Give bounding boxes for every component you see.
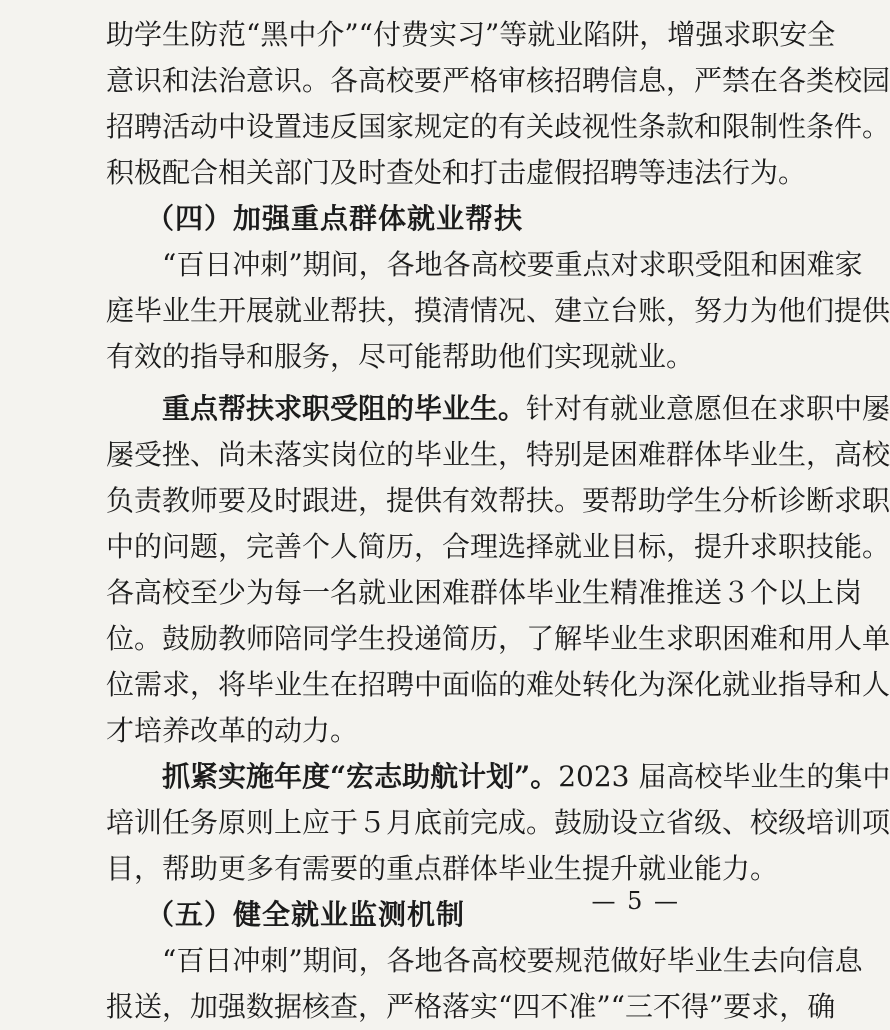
text-line: 目，帮助更多有需要的重点群体毕业生提升就业能力。 bbox=[106, 852, 779, 885]
text-line: “百日冲刺”期间，各地各高校要重点对求职受阻和困难家 bbox=[162, 248, 863, 281]
text-line: 助学生防范“黑中介”“付费实习”等就业陷阱，增强求职安全 bbox=[106, 18, 836, 51]
paragraph-3 bbox=[106, 386, 890, 754]
text-line: 位需求，将毕业生在招聘中面临的难处转化为深化就业指导和人 bbox=[106, 668, 890, 701]
paragraph-5 bbox=[106, 938, 863, 1030]
text-line: 招聘活动中设置违反国家规定的有关歧视性条款和限制性条件。 bbox=[106, 110, 890, 143]
text-line: 位。鼓励教师陪同学生投递简历，了解毕业生求职困难和用人单 bbox=[106, 622, 890, 655]
bold-lead: 抓紧实施年度“宏志助航计划”。 bbox=[162, 760, 559, 793]
paragraph-1 bbox=[106, 12, 890, 196]
text-line: 积极配合相关部门及时查处和打击虚假招聘等违法行为。 bbox=[106, 156, 807, 189]
lead-rest: 2023 届高校毕业生的集中 bbox=[558, 760, 890, 793]
section-heading-4: （四）加强重点群体就业帮扶 bbox=[146, 202, 524, 235]
text-line bbox=[106, 754, 890, 800]
paragraph-4 bbox=[106, 754, 890, 892]
section-heading-5: （五）健全就业监测机制 bbox=[146, 898, 466, 931]
text-line: 培训任务原则上应于５月底前完成。鼓励设立省级、校级培训项 bbox=[106, 806, 890, 839]
text-line: 各高校至少为每一名就业困难群体毕业生精准推送３个以上岗 bbox=[106, 576, 863, 609]
text-line bbox=[106, 386, 890, 432]
text-line: 屡受挫、尚未落实岗位的毕业生，特别是困难群体毕业生，高校 bbox=[106, 438, 890, 471]
bold-lead: 重点帮扶求职受阻的毕业生。 bbox=[162, 392, 527, 425]
text-line: 才培养改革的动力。 bbox=[106, 714, 359, 747]
lead-rest: 针对有就业意愿但在求职中屡 bbox=[526, 392, 890, 425]
text-line: “百日冲刺”期间，各地各高校要规范做好毕业生去向信息 bbox=[162, 944, 863, 977]
text-line: 庭毕业生开展就业帮扶，摸清情况、建立台账，努力为他们提供 bbox=[106, 294, 890, 327]
paragraph-2 bbox=[106, 242, 890, 380]
text-line: 意识和法治意识。各高校要严格审核招聘信息，严禁在各类校园 bbox=[106, 64, 890, 97]
text-line: 报送，加强数据核查，严格落实“四不准”“三不得”要求，确 bbox=[106, 990, 836, 1023]
page-number: — 5 — bbox=[591, 887, 680, 915]
text-line: 有效的指导和服务，尽可能帮助他们实现就业。 bbox=[106, 340, 695, 373]
text-line: 中的问题，完善个人简历，合理选择就业目标，提升求职技能。 bbox=[106, 530, 890, 563]
text-line: 负责教师要及时跟进，提供有效帮扶。要帮助学生分析诊断求职 bbox=[106, 484, 890, 517]
